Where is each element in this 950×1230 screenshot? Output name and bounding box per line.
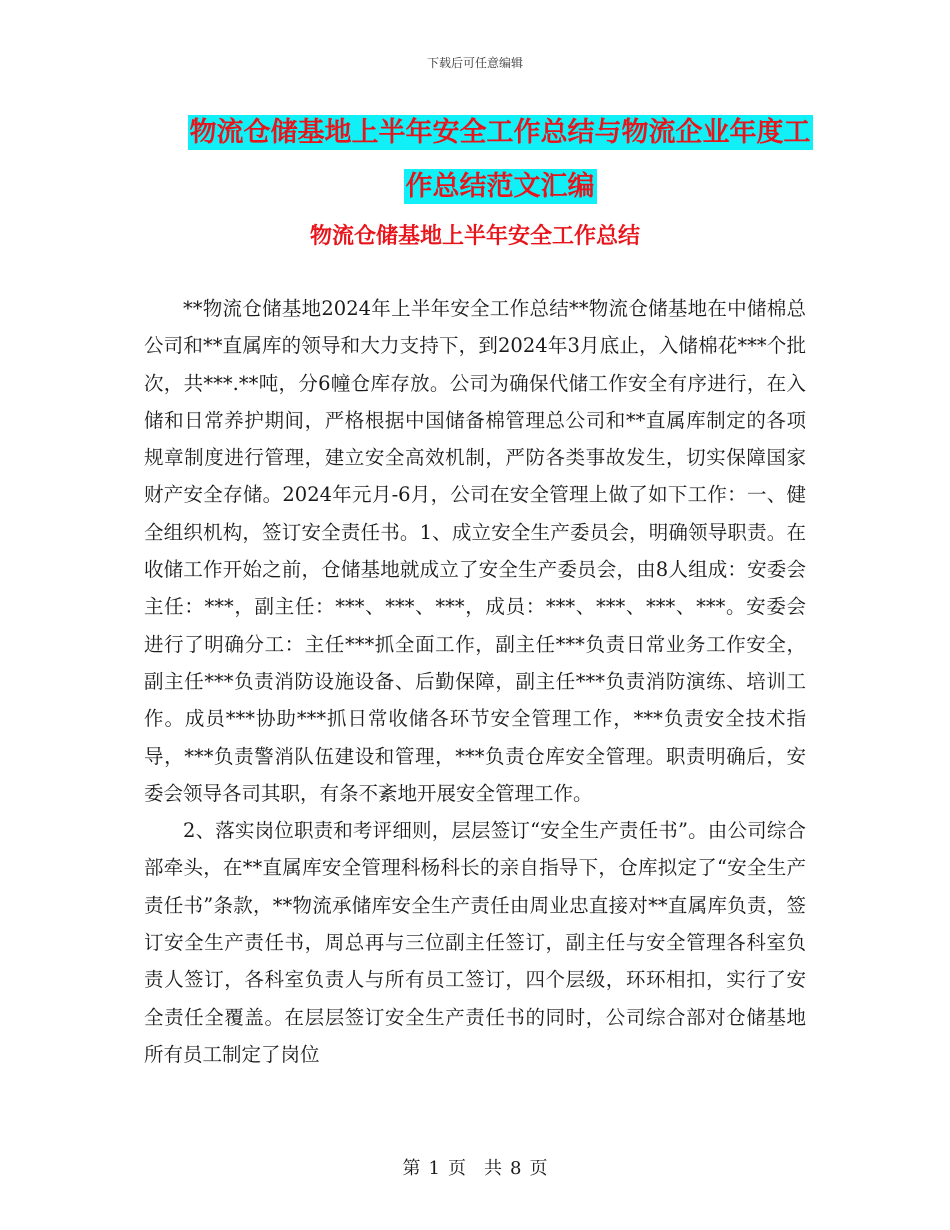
document-title-line-2: 作总结范文汇编: [405, 171, 595, 202]
document-title-line-1: 物流仓储基地上半年安全工作总结与物流企业年度工: [189, 117, 811, 148]
section-title: 物流仓储基地上半年安全工作总结: [309, 224, 640, 249]
document-title: [150, 106, 850, 214]
body-text: [144, 290, 806, 1073]
header-note: 下载后可任意编辑: [426, 56, 523, 70]
total-pages-number: 8: [510, 1158, 522, 1179]
footer-label-page: 第: [402, 1158, 421, 1179]
current-page-number: 1: [428, 1158, 440, 1179]
paragraph: 2、落实岗位职责和考评细则，层层签订“安全生产责任书”。由公司综合部牵头，在**直属库安全管理科杨科长的亲自指导下，仓库拟定了“安全生产责任书”条款，**物流承储库安全生产责任由周业忠直接对**直属库负责，签订安全生产责任书，周总再与三位副主任签订，副主任与安全管理各科室负责人签订，各科室负责人与所有员工签订，四个层级，环环相扣，实行了安全责任全覆盖。在层层签订安全生产责任书的同时，公司综合部对仓储基地所有员工制定了岗位: [144, 819, 806, 1066]
footer-label-of: 页 共: [448, 1158, 502, 1179]
paragraph: **物流仓储基地2024年上半年安全工作总结**物流仓储基地在中储棉总公司和**直属库的领导和大力支持下，到2024年3月底止，入储棉花***个批次，共***.**吨，分6幢仓库存放。公司为确保代储工作安全有序进行，在入储和日常养护期间，严格根据中国储备棉管理总公司和**直属库制定的各项规章制度进行管理，建立安全高效机制，严防各类事故发生，切实保障国家财产安全存储。2024年元月-6月，公司在安全管理上做了如下工作：一、健全组织机构，签订安全责任书。1、成立安全生产委员会，明确领导职责。在收储工作开始之前，仓储基地就成立了安全生产委员会，由8人组成：安委会主任：***，副主任：***、***、***，成员：***、***、***、***。安委会进行了明确分工：主任***抓全面工作，副主任***负责日常业务工作安全，副主任***负责消防设施设备、后勤保障，副主任***负责消防演练、培训工作。成员***协助***抓日常收储各环节安全管理工作，***负责安全技术指导，***负责警消队伍建设和管理，***负责仓库安全管理。职责明确后，安委会领导各司其职，有条不紊地开展安全管理工作。: [144, 297, 806, 805]
page-footer: [0, 1154, 950, 1180]
footer-label-end: 页: [529, 1158, 548, 1179]
